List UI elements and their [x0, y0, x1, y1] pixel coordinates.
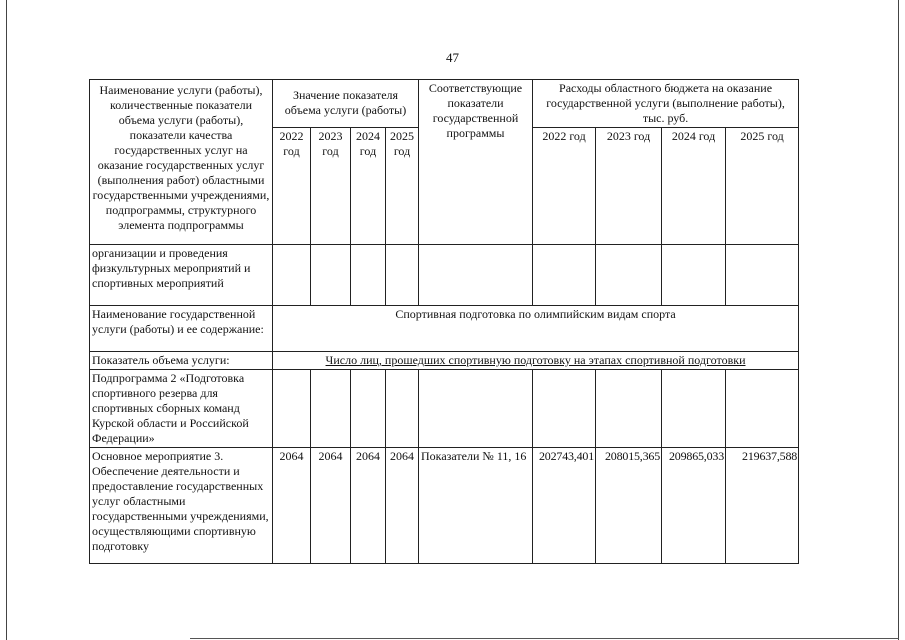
main-event-volume-2025: 2064 [386, 448, 419, 564]
empty-cell [419, 245, 533, 306]
header-volume-cell: Значение показателя объема услуги (работы) [273, 80, 419, 128]
empty-cell [273, 370, 311, 448]
expense-year-2023: 2023 год [596, 128, 662, 245]
volume-year-2024: 2024 год [351, 128, 386, 245]
header-indicators-cell: Соответствующие показатели государственной программы [419, 80, 533, 245]
empty-cell [419, 370, 533, 448]
service-name-label: Наименование государственной услуги (работы) и ее содержание: [90, 306, 273, 352]
empty-cell [273, 245, 311, 306]
scan-frame-bottom [190, 638, 899, 639]
continuation-row [90, 245, 799, 306]
header-name-cell: Наименование услуги (работы), количественные показатели объема услуги (работы), показатели качества государственных услуг на оказание государственных услуг (выполнения работ) областными государственными учреждениями, подпрограммы, структурного элемента подпрограммы [90, 80, 273, 245]
main-event-volume-2024: 2064 [351, 448, 386, 564]
empty-cell [662, 245, 726, 306]
main-event-name: Основное мероприятие 3. Обеспечение деятельности и предоставление государственных услуг областными государственными учреждениями, осуществляющими спортивную подготовку [90, 448, 273, 564]
volume-year-2022: 2022 год [273, 128, 311, 245]
main-event-expense-2025: 219637,588 [726, 448, 799, 564]
empty-cell [533, 370, 596, 448]
main-event-indicators: Показатели № 11, 16 [419, 448, 533, 564]
main-event-row [90, 448, 799, 564]
volume-year-2025: 2025 год [386, 128, 419, 245]
volume-indicator-value: Число лиц, прошедших спортивную подготовку на этапах спортивной подготовки [273, 352, 799, 370]
header-row-1 [90, 80, 799, 128]
empty-cell [351, 370, 386, 448]
page-number: 47 [446, 50, 459, 65]
empty-cell [351, 245, 386, 306]
volume-indicator-label: Показатель объема услуги: [90, 352, 273, 370]
main-event-expense-2024: 209865,033 [662, 448, 726, 564]
scan-frame-left [6, 0, 7, 640]
empty-cell [726, 245, 799, 306]
empty-cell [386, 245, 419, 306]
budget-table [89, 79, 799, 564]
main-event-expense-2023: 208015,365 [596, 448, 662, 564]
empty-cell [596, 245, 662, 306]
empty-cell [311, 370, 351, 448]
service-name-value: Спортивная подготовка по олимпийским видам спорта [273, 306, 799, 352]
main-event-volume-2023: 2064 [311, 448, 351, 564]
main-event-volume-2022: 2064 [273, 448, 311, 564]
expense-year-2025: 2025 год [726, 128, 799, 245]
subprogram-row [90, 370, 799, 448]
volume-year-2023: 2023 год [311, 128, 351, 245]
continuation-text: организации и проведения физкультурных мероприятий и спортивных мероприятий [90, 245, 273, 306]
subprogram-text: Подпрограмма 2 «Подготовка спортивного резерва для спортивных сборных команд Курской области и Российской Федерации» [90, 370, 273, 448]
empty-cell [596, 370, 662, 448]
service-name-row [90, 306, 799, 352]
expense-year-2024: 2024 год [662, 128, 726, 245]
empty-cell [662, 370, 726, 448]
empty-cell [311, 245, 351, 306]
empty-cell [726, 370, 799, 448]
scan-frame-right [898, 0, 899, 640]
volume-indicator-row [90, 352, 799, 370]
header-expenses-cell: Расходы областного бюджета на оказание государственной услуги (выполнение работы), тыс. руб. [533, 80, 799, 128]
expense-year-2022: 2022 год [533, 128, 596, 245]
main-event-expense-2022: 202743,401 [533, 448, 596, 564]
empty-cell [386, 370, 419, 448]
empty-cell [533, 245, 596, 306]
